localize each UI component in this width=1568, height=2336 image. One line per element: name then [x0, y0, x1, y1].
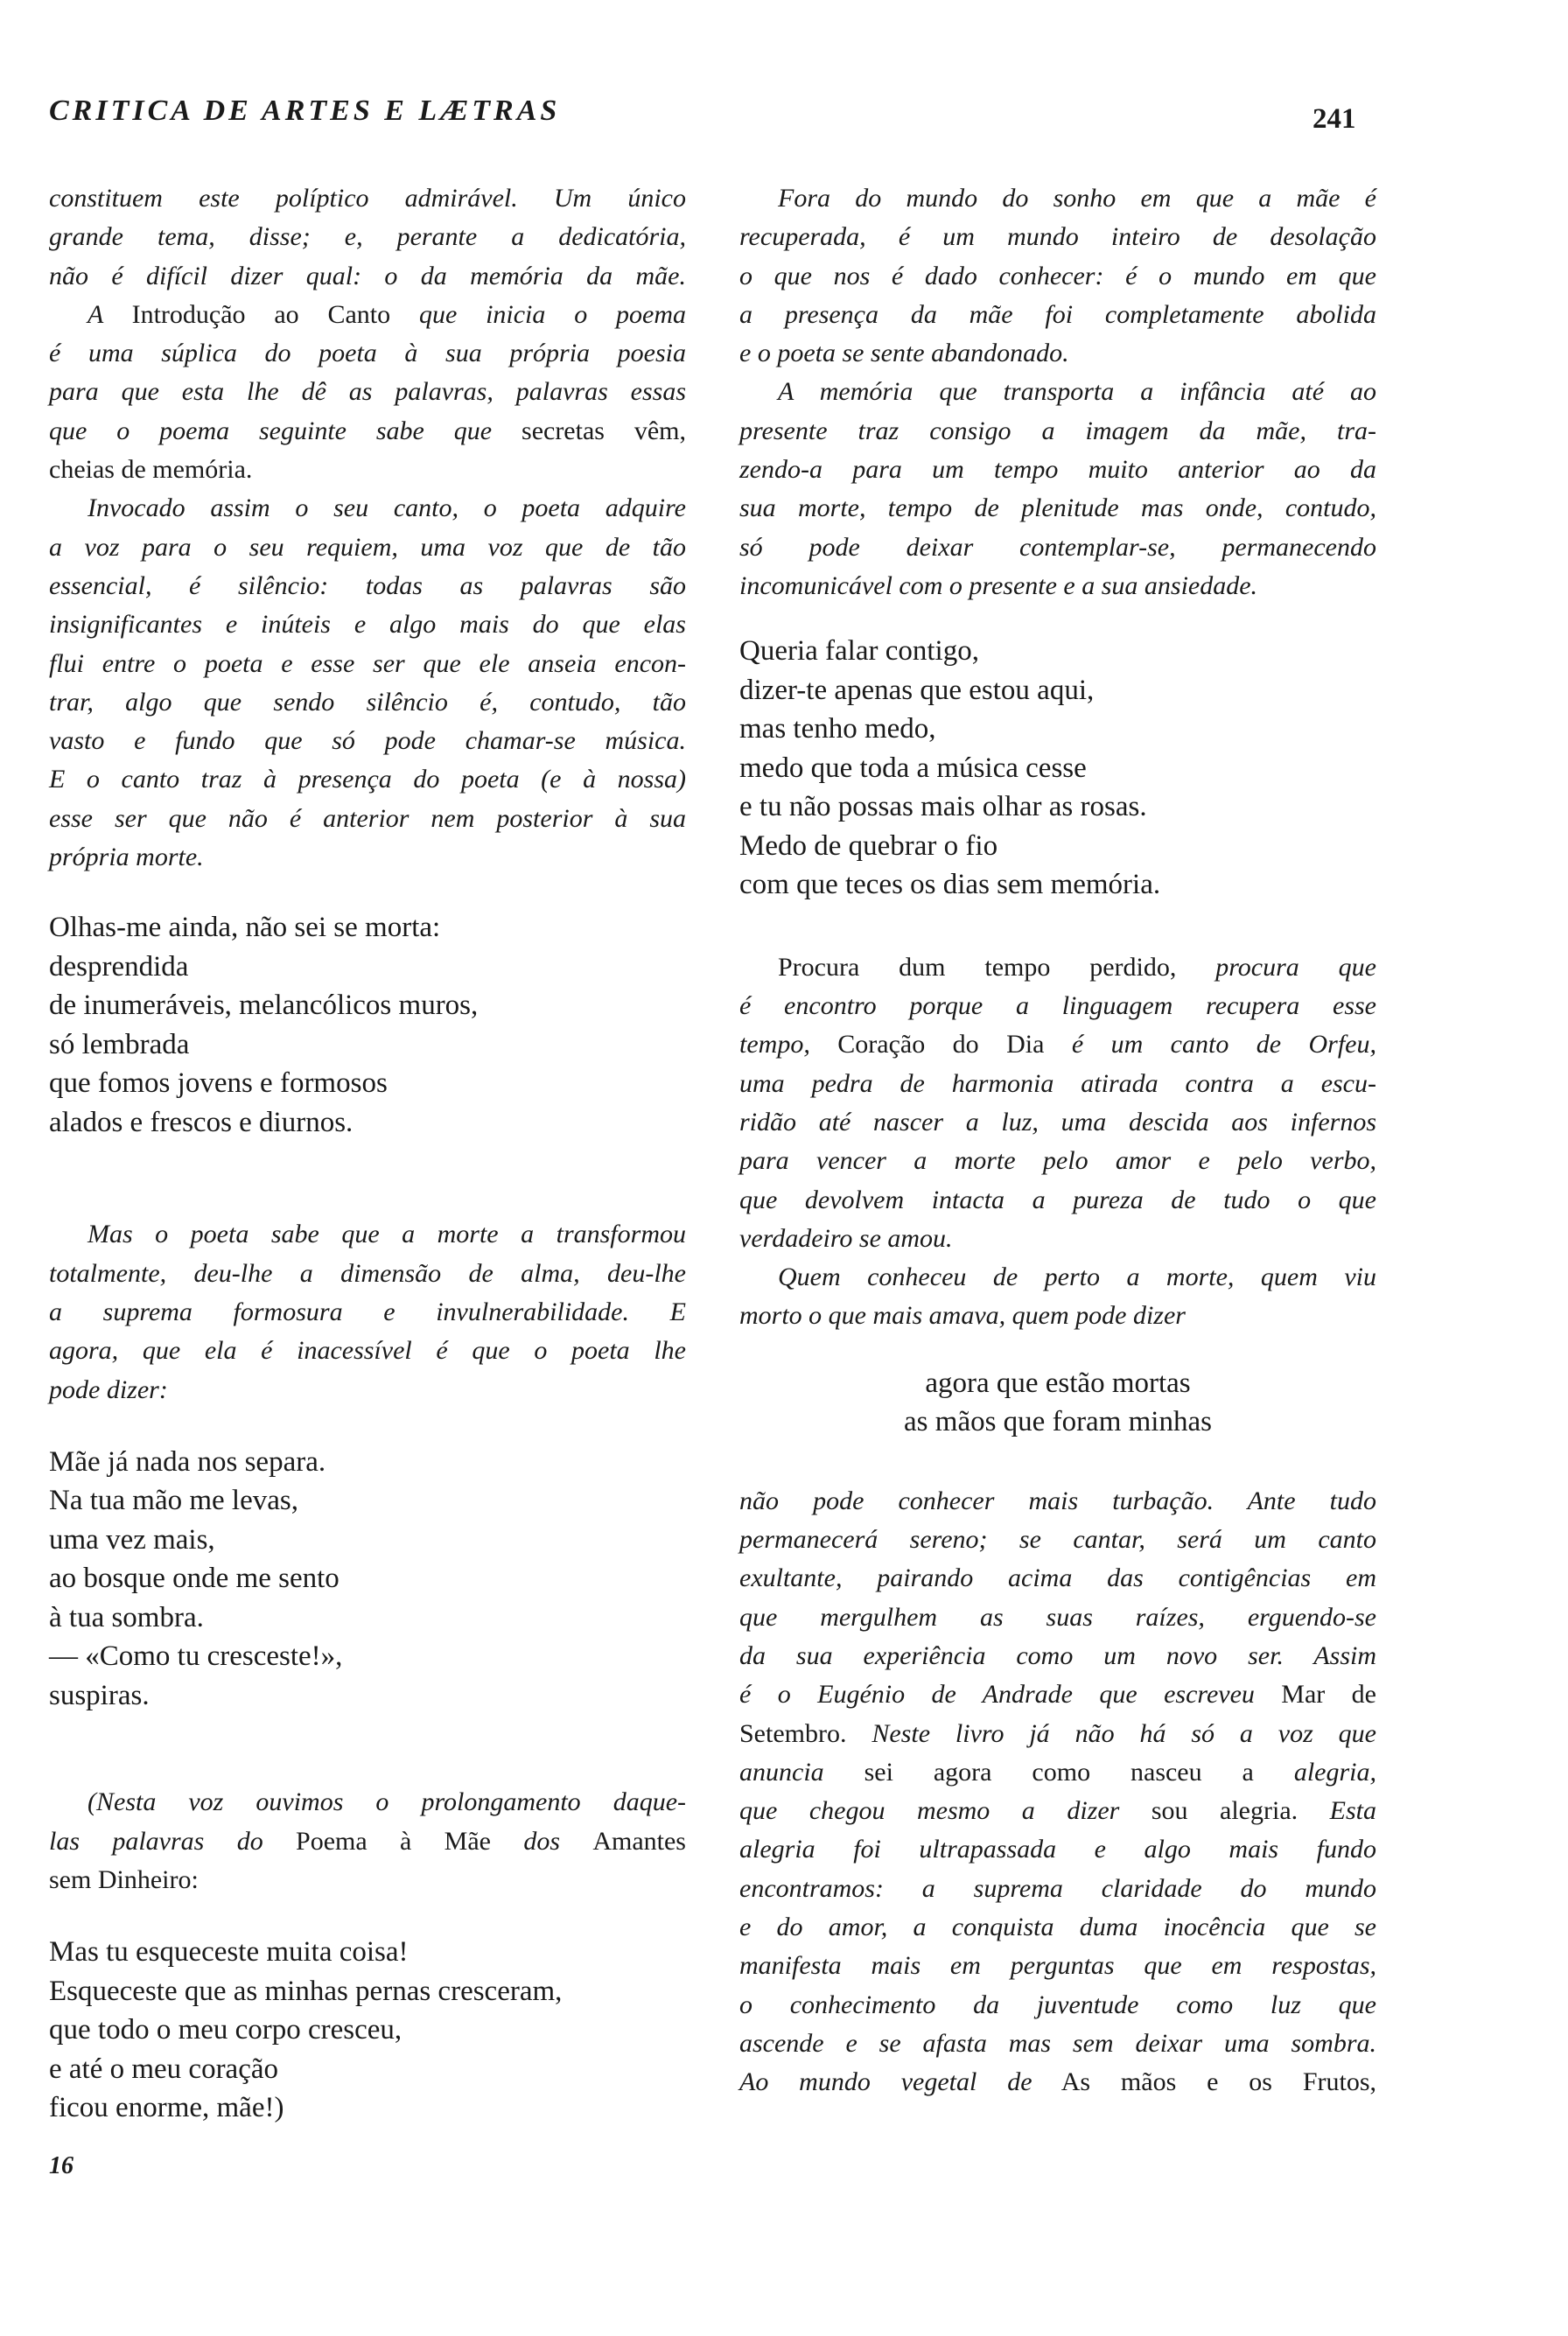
- text-line: que mergulhem as suas raízes, erguendo-se: [739, 1602, 1376, 1632]
- poem-line: agora que estão mortas: [925, 1367, 1191, 1399]
- poem-line: Mas tu esqueceste muita coisa!: [49, 1936, 409, 1969]
- left-paragraph-2: [49, 296, 686, 489]
- poem-line: ficou enorme, mãe!): [49, 2092, 284, 2124]
- title-span: Amantes: [592, 1826, 686, 1856]
- text-line: A memória que transporta a infância até ao: [778, 377, 1376, 407]
- text-line: constituem este políptico admirável. Um único: [49, 184, 686, 213]
- text-line: é encontro porque a linguagem recupera esse: [739, 991, 1376, 1021]
- text-line: morto o que mais amava, quem pode dizer: [739, 1301, 1186, 1331]
- text-line: cheias de memória.: [49, 455, 253, 485]
- text-line: pode dizer:: [49, 1374, 168, 1404]
- poem-line: Na tua mão me levas,: [49, 1485, 298, 1517]
- title-span: As mãos e os Frutos,: [1032, 2067, 1377, 2097]
- left-poem-3: [49, 1933, 686, 2128]
- text-span: alegria,: [1253, 1757, 1376, 1787]
- text-line: esse ser que não é anterior nem posterior à sua: [49, 803, 686, 833]
- title-span: Introdução ao Canto: [131, 299, 391, 329]
- poem-line: Medo de quebrar o fio: [739, 829, 998, 862]
- text-span: Neste livro já não há só a voz que: [846, 1718, 1376, 1748]
- title-span: Coração do Dia: [809, 1030, 1045, 1060]
- text-line: da sua experiência como um novo ser. Assim: [739, 1640, 1376, 1670]
- poem-line: uma vez mais,: [49, 1523, 215, 1556]
- text-line: para que esta lhe dê as palavras, palavras essas: [49, 377, 686, 407]
- text-line: Quem conheceu de perto a morte, quem viu: [778, 1262, 1376, 1292]
- roman-span: Procura dum tempo perdido,: [778, 952, 1177, 982]
- text-line: sem Dinheiro:: [49, 1864, 199, 1894]
- text-line: ridão até nascer a luz, uma descida aos infernos: [739, 1107, 1376, 1137]
- text-line: e do amor, a conquista duma inocência que se: [739, 1913, 1376, 1941]
- left-paragraph-5: [49, 1783, 686, 1899]
- poem-line: medo que toda a música cesse: [739, 752, 1087, 784]
- poem-line: e tu não possas mais olhar as rosas.: [739, 791, 1147, 823]
- text-line: vasto e fundo que só pode chamar-se música.: [49, 726, 686, 756]
- poem-line: à tua sombra.: [49, 1601, 204, 1633]
- text-line: [739, 1025, 1376, 1064]
- poem-line: Olhas-me ainda, não sei se morta:: [49, 912, 441, 944]
- text-line: Invocado assim o seu canto, o poeta adquire: [88, 493, 686, 523]
- poem-line: as mãos que foram minhas: [904, 1406, 1212, 1438]
- left-paragraph-1: [49, 179, 686, 296]
- text-line: para vencer a morte pelo amor e pelo verbo,: [739, 1146, 1376, 1176]
- text-span: procura que: [1176, 952, 1376, 982]
- text-span: tempo,: [739, 1030, 810, 1060]
- text-span: é o Eugénio de Andrade que escreveu: [739, 1680, 1255, 1710]
- text-line: essencial, é silêncio: todas as palavras são: [49, 570, 686, 600]
- text-line: incomunicável com o presente e a sua ansiedade.: [739, 570, 1258, 600]
- poem-line: que todo o meu corpo cresceu,: [49, 2014, 402, 2046]
- text-line: é uma súplica do poeta à sua própria poesia: [49, 339, 686, 368]
- text-line: e o poeta se sente abandonado.: [739, 339, 1069, 368]
- roman-span: sei agora como nasceu a: [823, 1757, 1254, 1787]
- poem-line: — «Como tu cresceste!»,: [49, 1640, 343, 1673]
- poem-line: Esqueceste que as minhas pernas cresceram,: [49, 1975, 563, 2007]
- title-span: Poema à Mãe: [296, 1826, 491, 1856]
- poem-line: com que teces os dias sem memória.: [739, 869, 1161, 901]
- text-line: agora, que ela é inacessível é que o poeta lhe: [49, 1336, 686, 1366]
- text-span: las palavras do: [49, 1826, 297, 1856]
- text-line: permanecerá sereno; se cantar, será um canto: [739, 1525, 1376, 1555]
- text-span: Ao mundo vegetal de: [739, 2067, 1032, 2097]
- poem-line: alados e frescos e diurnos.: [49, 1106, 354, 1138]
- poem-line: desprendida: [49, 950, 189, 983]
- text-line: [739, 1715, 1376, 1753]
- text-line: totalmente, deu-lhe a dimensão de alma, deu-lhe: [49, 1258, 686, 1288]
- text-line: sua morte, tempo de plenitude mas onde, contudo,: [739, 493, 1376, 523]
- text-span: A: [88, 299, 132, 329]
- text-span: que chegou mesmo a dizer: [739, 1796, 1120, 1826]
- text-line: [739, 1792, 1376, 1830]
- text-line: [739, 2063, 1376, 2102]
- text-line: [49, 1822, 686, 1861]
- poem-line: que fomos jovens e formosos: [49, 1067, 388, 1100]
- right-paragraph-1: [739, 179, 1376, 373]
- text-line: (Nesta voz ouvimos o prolongamento daque-: [88, 1787, 686, 1817]
- text-span: Esta: [1298, 1796, 1376, 1826]
- text-line: o que nos é dado conhecer: é o mundo em que: [739, 261, 1376, 290]
- text-line: ascende e se afasta mas sem deixar uma sombra.: [739, 2028, 1376, 2058]
- text-line: exultante, pairando acima das contigências em: [739, 1563, 1376, 1593]
- right-paragraph-4: [739, 1258, 1376, 1336]
- text-line: própria morte.: [49, 843, 204, 872]
- text-span: dos: [490, 1826, 593, 1856]
- right-column: [739, 179, 1376, 2102]
- text-line: que devolvem intacta a pureza de tudo o que: [739, 1185, 1376, 1214]
- poem-line: e até o meu coração: [49, 2053, 279, 2085]
- poem-line: de inumeráveis, melancólicos muros,: [49, 990, 479, 1022]
- poem-line: ao bosque onde me sento: [49, 1563, 340, 1595]
- text-line: insignificantes e inúteis e algo mais do que elas: [49, 610, 686, 640]
- text-span: que o poema seguinte sabe que: [49, 416, 522, 445]
- text-line: uma pedra de harmonia atirada contra a escu-: [739, 1068, 1376, 1098]
- roman-span: sou alegria.: [1119, 1796, 1298, 1826]
- poem-line: Mãe já nada nos separa.: [49, 1445, 326, 1478]
- text-span: anuncia: [739, 1757, 824, 1787]
- text-line: presente traz consigo a imagem da mãe, tra-: [739, 416, 1376, 445]
- running-title: CRITICA DE ARTES E LÆTRAS: [49, 94, 561, 127]
- left-paragraph-4: [49, 1215, 686, 1409]
- text-line: a presença da mãe foi completamente abolida: [739, 299, 1376, 329]
- text-line: grande tema, disse; e, perante a dedicatória,: [49, 222, 686, 252]
- right-paragraph-2: [739, 373, 1376, 605]
- text-line: o conhecimento da juventude como luz que: [739, 1990, 1376, 2019]
- page-number: 241: [1312, 103, 1356, 135]
- poem-line: Queria falar contigo,: [739, 635, 979, 668]
- left-paragraph-3: [49, 489, 686, 877]
- printer-signature: 16: [49, 2152, 74, 2179]
- text-line: flui entre o poeta e esse ser que ele anseia encon-: [49, 648, 686, 678]
- text-line: zendo-a para um tempo muito anterior ao da: [739, 455, 1376, 485]
- poem-line: suspiras.: [49, 1679, 150, 1711]
- left-poem-1: [49, 908, 686, 1142]
- left-column: [49, 179, 686, 2128]
- poem-line: mas tenho medo,: [739, 713, 936, 745]
- poem-line: só lembrada: [49, 1028, 190, 1060]
- left-poem-2: [49, 1443, 686, 1716]
- title-span: Mar de: [1254, 1680, 1376, 1710]
- text-line: a voz para o seu requiem, uma voz que de tão: [49, 532, 686, 562]
- text-line: verdadeiro se amou.: [739, 1223, 953, 1253]
- text-line: Fora do mundo do sonho em que a mãe é: [778, 184, 1376, 213]
- text-line: trar, algo que sendo silêncio é, contudo, tão: [49, 687, 686, 717]
- text-line: manifesta mais em perguntas que em respostas,: [739, 1951, 1376, 1981]
- right-paragraph-3: [739, 948, 1376, 1258]
- right-paragraph-5: [739, 1482, 1376, 2102]
- right-poem-2: [739, 1364, 1376, 1442]
- text-line: E o canto traz à presença do poeta (e à nossa): [49, 765, 686, 794]
- text-line: só pode deixar contemplar-se, permanecendo: [739, 532, 1376, 562]
- text-line: Mas o poeta sabe que a morte a transformou: [88, 1220, 686, 1249]
- text-line: [49, 296, 686, 334]
- text-line: alegria foi ultrapassada e algo mais fundo: [739, 1835, 1376, 1864]
- text-span: é um canto de Orfeu,: [1044, 1030, 1376, 1060]
- text-span: que inicia o poema: [390, 299, 686, 329]
- poem-line: dizer-te apenas que estou aqui,: [739, 674, 1095, 706]
- text-line: [739, 948, 1376, 987]
- roman-span: secretas vêm,: [522, 416, 687, 445]
- right-poem-1: [739, 632, 1376, 905]
- title-span: Setembro.: [739, 1718, 847, 1748]
- text-line: não pode conhecer mais turbação. Ante tudo: [739, 1486, 1376, 1515]
- text-line: não é difícil dizer qual: o da memória da mãe.: [49, 261, 686, 290]
- text-line: encontramos: a suprema claridade do mundo: [739, 1873, 1376, 1903]
- text-line: a suprema formosura e invulnerabilidade. E: [49, 1297, 686, 1326]
- text-line: recuperada, é um mundo inteiro de desolação: [739, 222, 1376, 252]
- text-line: [739, 1753, 1376, 1792]
- text-line: [49, 412, 686, 451]
- text-line: [739, 1675, 1376, 1714]
